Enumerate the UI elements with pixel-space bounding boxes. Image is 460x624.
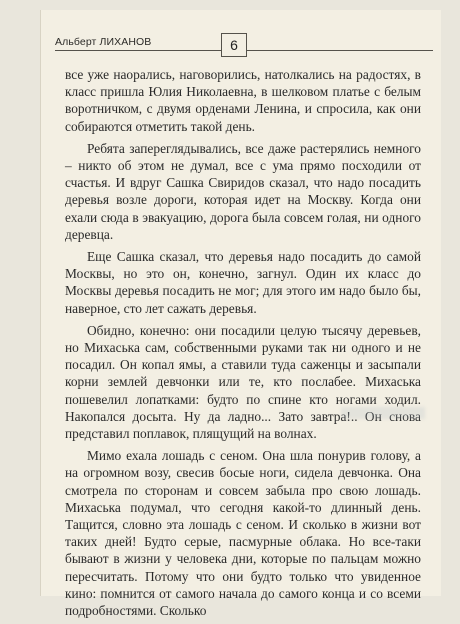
book-page bbox=[40, 10, 441, 619]
paragraph: Обидно, конечно: они посадили целую тысячу деревьев, но Михаська сам, собственными руками так ни одного и не посадил. Он копал ямы, а ставили туда саженцы и засыпали корни землей девчонки или те, кто послабее. Михаська пошевелил лопатками: будто по спине кто ногами ходил. Накопался досыта. Ну да ладно... Зато завтра!.. Он снова представил поплавок, плящущий на волнах. bbox=[65, 322, 421, 442]
page-number: 6 bbox=[221, 33, 247, 57]
paragraph: Ребята запереглядывались, все даже растерялись немного – никто об этом не думал, все с ума прямо посходили от счастья. И вдруг Сашка Свиридов сказал, что надо посадить деревья возле дороги, которая идет на Москву. Когда они ехали сюда в эвакуацию, дорога была совсем голая, ни одного деревца. bbox=[65, 140, 421, 242]
paragraph: все уже наорались, наговорились, натолкались на радостях, в класс пришла Юлия Николаевна, в шелковом платье с белым воротничком, с двумя орденами Ленина, и спросила, как они собираются отметить такой день. bbox=[65, 67, 421, 134]
page-header bbox=[55, 32, 433, 56]
paragraph: Мимо ехала лошадь с сеном. Она шла понурив голову, а на огромном возу, свесив босые ноги, сидела девчонка. Она смотрела по сторонам и совсем забыла про свою лошадь. Михаська подумал, что сегодня какой-то длинный день. Тащится, словно эта лошадь с сеном. И сколько в жизни вот таких дней! Будто серые, пасмурные облака. Но все-таки бывают в жизни у человека дни, которые по пальцам можно пересчитать. Потому что они будто только что увиденное кино: помнится от самого начала до самого конца и со всеми подробностями. Сколько bbox=[65, 448, 421, 619]
show-through-smudge bbox=[341, 407, 425, 419]
body-text bbox=[65, 66, 421, 624]
paragraph: Еще Сашка сказал, что деревья надо посадить до самой Москвы, но это он, конечно, загнул. Один их класс до Москвы деревья посадить не мог; для этого им надо было бы, наверное, сто лет сажать деревья. bbox=[65, 249, 421, 316]
running-head-author: Альберт ЛИХАНОВ bbox=[55, 36, 152, 48]
